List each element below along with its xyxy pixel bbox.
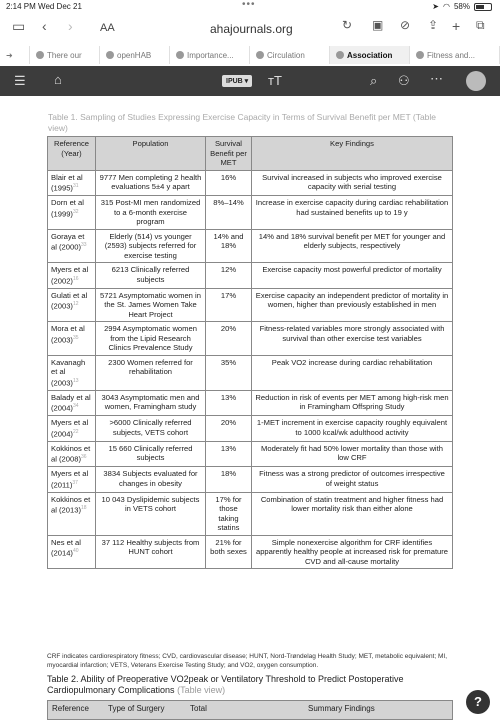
cell-population: 2300 Women referred for rehabilitation xyxy=(96,355,206,390)
multitask-dots-icon[interactable]: ••• xyxy=(242,0,256,10)
cell-survival: 13% xyxy=(206,441,252,467)
table-row xyxy=(48,492,453,535)
cell-survival: 16% xyxy=(206,170,252,196)
forward-icon[interactable]: › xyxy=(68,18,73,34)
extension-icon[interactable]: ⊘ xyxy=(400,18,411,32)
table-row xyxy=(48,263,453,289)
people-icon[interactable]: ⚇ xyxy=(398,73,410,88)
battery-icon xyxy=(474,3,492,11)
table-row xyxy=(48,416,453,442)
cell-population: >6000 Clinically referred subjects, VETS cohort xyxy=(96,416,206,442)
table-row xyxy=(48,355,453,390)
cell-reference: Goraya et al $(2000)^{33}$ xyxy=(48,229,96,263)
cell-reference: Kavanagh et al $(2003)^{13}$ xyxy=(48,355,96,390)
table2-header xyxy=(47,700,453,720)
tab-2[interactable]: Importance... xyxy=(170,46,250,64)
cell-findings: Exercise capacity most powerful predictor of mortality xyxy=(252,263,453,289)
battery-percent: 58% xyxy=(453,2,470,11)
location-icon: ➤ xyxy=(432,2,439,11)
table-view-link[interactable]: (Table view) xyxy=(177,685,226,695)
home-icon[interactable]: ⌂ xyxy=(54,72,62,87)
more-icon[interactable]: ⋯ xyxy=(430,71,443,86)
cell-findings: 1-MET increment in exercise capacity roughly equivalent to 1000 kcal/wk adulthood activity xyxy=(252,416,453,442)
table-row xyxy=(48,170,453,196)
browser-toolbar xyxy=(0,14,500,44)
citation-link[interactable]: 22 xyxy=(72,428,79,435)
cell-survival: 21% for both sexes xyxy=(206,535,252,569)
cell-survival: 17% xyxy=(206,288,252,322)
cell-population: 37 112 Healthy subjects from HUNT cohort xyxy=(96,535,206,569)
status-time: 2:14 PM xyxy=(6,2,36,11)
cell-findings: 14% and 18% survival benefit per MET for younger and elderly subjects, respectively xyxy=(252,229,453,263)
col-header-population: Population xyxy=(96,137,206,171)
cell-findings: Combination of statin treatment and higher fitness had lower mortality risk than either alone xyxy=(252,492,453,535)
cell-findings: Increase in exercise capacity during cardiac rehabilitation had sustained benefits up to 19 y xyxy=(252,196,453,230)
citation-link[interactable]: 12 xyxy=(72,301,79,308)
col-header-reference: Reference xyxy=(52,704,89,713)
table-row xyxy=(48,390,453,416)
tab-favicon-icon xyxy=(416,51,424,59)
cell-reference: Myers et al $(2011)^{37}$ xyxy=(48,467,96,493)
col-header-reference: Reference (Year) xyxy=(48,137,96,171)
cell-survival: 17% for those taking statins xyxy=(206,492,252,535)
cell-findings: Simple nonexercise algorithm for CRF identifies apparently healthy people at increased risk for premature CVD and all-cause mortality xyxy=(252,535,453,569)
cell-findings: Reduction in risk of events per MET among high-risk men in Framingham Offspring Study xyxy=(252,390,453,416)
cell-findings: Fitness was a strong predictor of outcomes irrespective of weight status xyxy=(252,467,453,493)
address-bar[interactable]: ahajournals.org xyxy=(210,22,293,36)
citation-link[interactable]: 37 xyxy=(72,479,78,486)
table1-footnote: CRF indicates cardiorespiratory fitness; CVD, cardiovascular disease; HUNT, Nord-Trøndelag Health Study; MET, metabolic equivalent; MI, myocardial infarction; VETS, Veterans Exercise Testing Study; and VO2, oxygen consumption. xyxy=(47,653,448,669)
citation-link[interactable]: 34 xyxy=(72,403,79,410)
col-header-summary: Summary Findings xyxy=(308,704,375,713)
cell-population: 15 660 Clinically referred subjects xyxy=(96,441,206,467)
cell-findings: Fitness-related variables more strongly associated with survival than other exercise test variables xyxy=(252,322,453,356)
tab-favicon-icon xyxy=(36,51,44,59)
citation-link[interactable]: 18 xyxy=(80,505,87,512)
tab-favicon-icon xyxy=(176,51,184,59)
search-icon[interactable]: ⌕ xyxy=(370,73,378,88)
cell-reference: Dorn et al $(1999)^{32}$ xyxy=(48,196,96,230)
cell-reference: Mora et al $(2003)^{35}$ xyxy=(48,322,96,356)
table-row xyxy=(48,229,453,263)
table2-caption: Table 2. Ability of Preoperative VO2peak or Ventilatory Threshold to Predict Postoperative Cardiopulmonary Complications (Table view) xyxy=(47,674,404,695)
table-row xyxy=(48,467,453,493)
battery-fill xyxy=(476,5,484,9)
site-nav xyxy=(0,66,500,96)
cell-population: 2994 Asymptomatic women from the Lipid Research Clinics Prevalence Study xyxy=(96,322,206,356)
tab-3[interactable]: Circulation xyxy=(250,46,330,64)
table-header-row xyxy=(48,137,453,171)
table-row xyxy=(48,196,453,230)
cell-population: 315 Post-MI men randomized to a 6-month exercise program xyxy=(96,196,206,230)
table-row xyxy=(48,535,453,569)
cell-reference: Kokkinos et al $(2013)^{18}$ xyxy=(48,492,96,535)
citation-link[interactable]: 32 xyxy=(72,208,79,215)
cell-findings: Moderately fit had 50% lower mortality than those with low CRF xyxy=(252,441,453,467)
status-bar xyxy=(0,0,500,14)
new-tab-icon[interactable]: + xyxy=(452,18,461,34)
cell-findings: Survival increased in subjects who improved exercise capacity with serial testing xyxy=(252,170,453,196)
cell-reference: Kokkinos et al $(2008)^{36}$ xyxy=(48,441,96,467)
citation-link[interactable]: 13 xyxy=(72,377,79,384)
citation-link[interactable]: 31 xyxy=(72,183,79,189)
table1 xyxy=(47,136,453,569)
cell-population: 3043 Asymptomatic men and women, Framingham study xyxy=(96,390,206,416)
cell-reference: Myers et al $(2002)^{16}$ xyxy=(48,263,96,289)
cell-reference: Balady et al $(2004)^{34}$ xyxy=(48,390,96,416)
cell-reference: Gulati et al $(2003)^{12}$ xyxy=(48,288,96,322)
cell-survival: 12% xyxy=(206,263,252,289)
cell-survival: 14% and 18% xyxy=(206,229,252,263)
cell-population: Elderly (514) vs younger (2593) subjects referred for exercise testing xyxy=(96,229,206,263)
tab-5[interactable]: Fitness and... xyxy=(410,46,500,64)
tab-0[interactable]: There our xyxy=(30,46,100,64)
cell-reference: Nes et al $(2014)^{40}$ xyxy=(48,535,96,569)
tab-favicon-icon xyxy=(256,51,264,59)
reader-icon[interactable]: ▣ xyxy=(372,18,384,32)
tabs-overview-icon[interactable]: ⧉ xyxy=(476,18,485,32)
reload-icon[interactable]: ↻ xyxy=(342,18,353,32)
tab-favicon-icon xyxy=(106,51,114,59)
cell-findings: Peak VO2 increase during cardiac rehabilitation xyxy=(252,355,453,390)
cell-survival: 35% xyxy=(206,355,252,390)
cell-reference: Blair et al $(1995)^{31}$ xyxy=(48,170,96,196)
sidebar-icon[interactable]: ▭ xyxy=(12,18,26,34)
avatar[interactable] xyxy=(466,71,486,91)
pin-icon: ➜ xyxy=(6,50,13,60)
cell-reference: Myers et al $(2004)^{22}$ xyxy=(48,416,96,442)
table-row xyxy=(48,322,453,356)
status-date: Wed Dec 21 xyxy=(38,2,82,11)
share-icon[interactable]: ⇪ xyxy=(428,18,439,32)
ipub-dropdown[interactable]: IPUB ▾ xyxy=(222,75,252,87)
cell-survival: 20% xyxy=(206,416,252,442)
text-size-icon[interactable]: тT xyxy=(268,73,282,88)
table1-caption: Table 1. Sampling of Studies Expressing Exercise Capacity in Terms of Survival Benefit per MET (Table view) xyxy=(48,112,437,133)
text-size-button[interactable]: AA xyxy=(100,22,115,34)
cell-survival: 8%–14% xyxy=(206,196,252,230)
citation-link[interactable]: 36 xyxy=(80,454,87,461)
cell-findings: Exercise capacity an independent predictor of mortality in women, higher than previously established in men xyxy=(252,288,453,322)
citation-link[interactable]: 35 xyxy=(72,334,79,341)
col-header-findings: Key Findings xyxy=(252,137,453,171)
cell-survival: 20% xyxy=(206,322,252,356)
back-icon[interactable]: ‹ xyxy=(42,18,47,34)
col-header-surgery: Type of Surgery xyxy=(108,704,165,713)
pinned-tab[interactable] xyxy=(0,46,30,64)
table-row xyxy=(48,441,453,467)
menu-icon[interactable]: ☰ xyxy=(14,73,26,88)
tab-1[interactable]: openHAB xyxy=(100,46,170,64)
help-button[interactable]: ? xyxy=(466,690,490,714)
cell-survival: 13% xyxy=(206,390,252,416)
cell-population: 9777 Men completing 2 health evaluations 5±4 y apart xyxy=(96,170,206,196)
citation-link[interactable]: 16 xyxy=(72,275,79,282)
citation-link[interactable]: 33 xyxy=(80,242,87,249)
col-header-survival: Survival Benefit per MET xyxy=(206,137,252,171)
citation-link[interactable]: 40 xyxy=(72,548,79,555)
tab-favicon-icon xyxy=(336,51,344,59)
tab-bar xyxy=(0,46,500,64)
cell-population: 10 043 Dyslipidemic subjects in VETS cohort xyxy=(96,492,206,535)
tab-4[interactable]: Association xyxy=(330,46,410,64)
cell-survival: 18% xyxy=(206,467,252,493)
cell-population: 3834 Subjects evaluated for changes in obesity xyxy=(96,467,206,493)
table-row xyxy=(48,288,453,322)
wifi-icon: ◠ xyxy=(443,2,450,11)
cell-population: 5721 Asymptomatic women in the St. James Women Take Heart Project xyxy=(96,288,206,322)
cell-population: 6213 Clinically referred subjects xyxy=(96,263,206,289)
col-header-total: Total xyxy=(190,704,207,713)
